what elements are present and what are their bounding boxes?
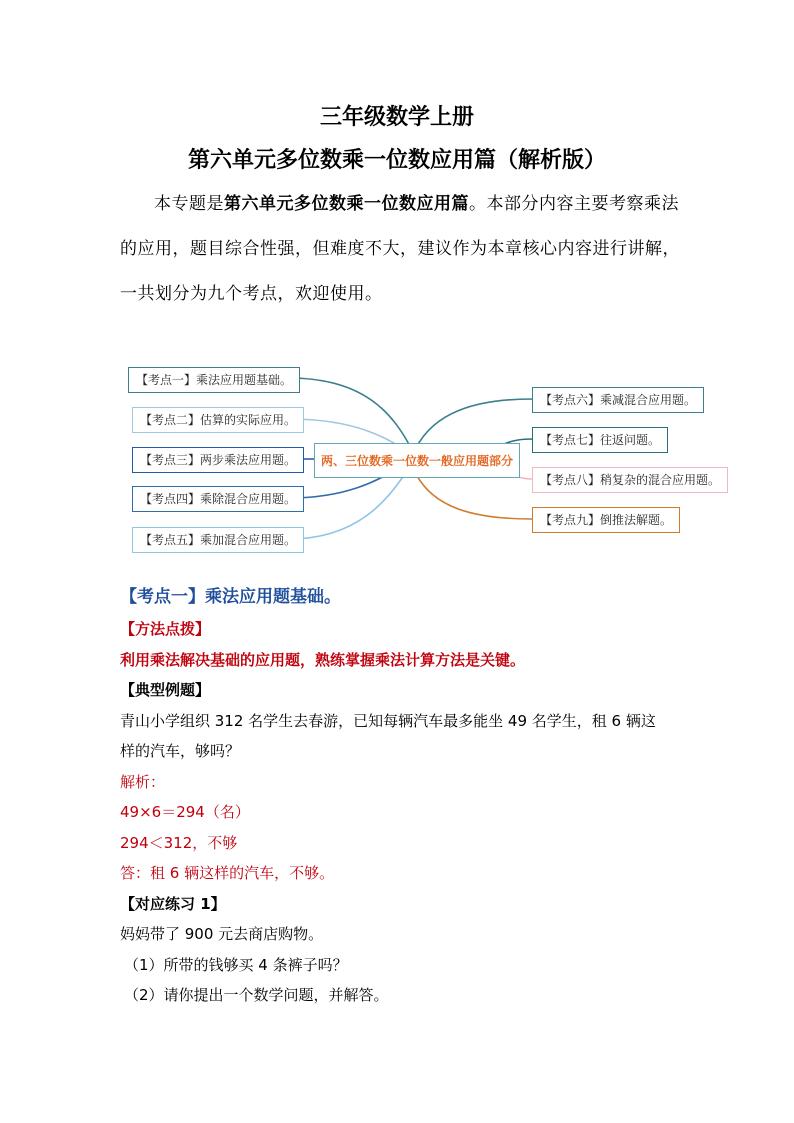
- analysis-line-1: 49×6＝294（名）: [120, 803, 250, 821]
- section-heading: 【考点一】乘法应用题基础。: [120, 587, 341, 607]
- method-heading: 【方法点拨】: [120, 620, 211, 638]
- intro-paragraph: [120, 182, 680, 317]
- practice-line-1: 妈妈带了 900 元去商店购物。: [120, 925, 324, 943]
- practice-question-1: （1）所带的钱够买 4 条裤子吗？: [124, 955, 348, 974]
- practice-heading: 【对应练习 1】: [120, 894, 226, 913]
- method-text: 利用乘法解决基础的应用题，熟练掌握乘法计算方法是关键。: [120, 650, 526, 669]
- analysis-line-2: 294＜312，不够: [120, 833, 238, 852]
- mind-map-node-9: 【考点九】倒推法解题。: [532, 507, 680, 533]
- intro-post: 。本部分内容主要考察乘法的应用，题目综合性强，但难度不大，建议作为本章核心内容进行讲解，一共划分为九个考点，欢迎使用。: [120, 194, 680, 304]
- mind-map-node-4: 【考点四】乘除混合应用题。: [132, 486, 304, 512]
- intro-pre: 本专题是: [154, 194, 224, 214]
- mind-map-center-node: 两、三位数乘一位数一般应用题部分: [314, 443, 520, 478]
- mind-map-node-1: 【考点一】乘法应用题基础。: [128, 367, 300, 393]
- mind-map-node-7: 【考点七】往返问题。: [532, 427, 668, 453]
- example-line-1: 青山小学组织 312 名学生去春游，已知每辆汽车最多能坐 49 名学生，租 6 辆这: [120, 711, 656, 730]
- example-heading: 【典型例题】: [120, 681, 211, 699]
- mind-map-node-5: 【考点五】乘加混合应用题。: [132, 527, 304, 553]
- section-1: [120, 580, 720, 1011]
- mind-map-node-8: 【考点八】稍复杂的混合应用题。: [532, 467, 728, 493]
- example-line-2: 样的汽车，够吗？: [120, 742, 241, 760]
- practice-question-2: （2）请你提出一个数学问题，并解答。: [124, 986, 389, 1004]
- mind-map: [124, 358, 724, 558]
- intro-bold: 第六单元多位数乘一位数应用篇: [224, 194, 469, 214]
- mind-map-node-6: 【考点六】乘减混合应用题。: [532, 387, 704, 413]
- document-subtitle: 第六单元多位数乘一位数应用篇（解析版）: [187, 148, 606, 173]
- mind-map-node-3: 【考点三】两步乘法应用题。: [132, 447, 304, 473]
- analysis-label: 解析：: [120, 772, 166, 791]
- mind-map-node-2: 【考点二】估算的实际应用。: [132, 407, 304, 433]
- answer-line: 答：租 6 辆这样的汽车，不够。: [120, 864, 335, 882]
- document-title: 三年级数学上册: [319, 105, 474, 130]
- connector-right-9: [416, 474, 532, 519]
